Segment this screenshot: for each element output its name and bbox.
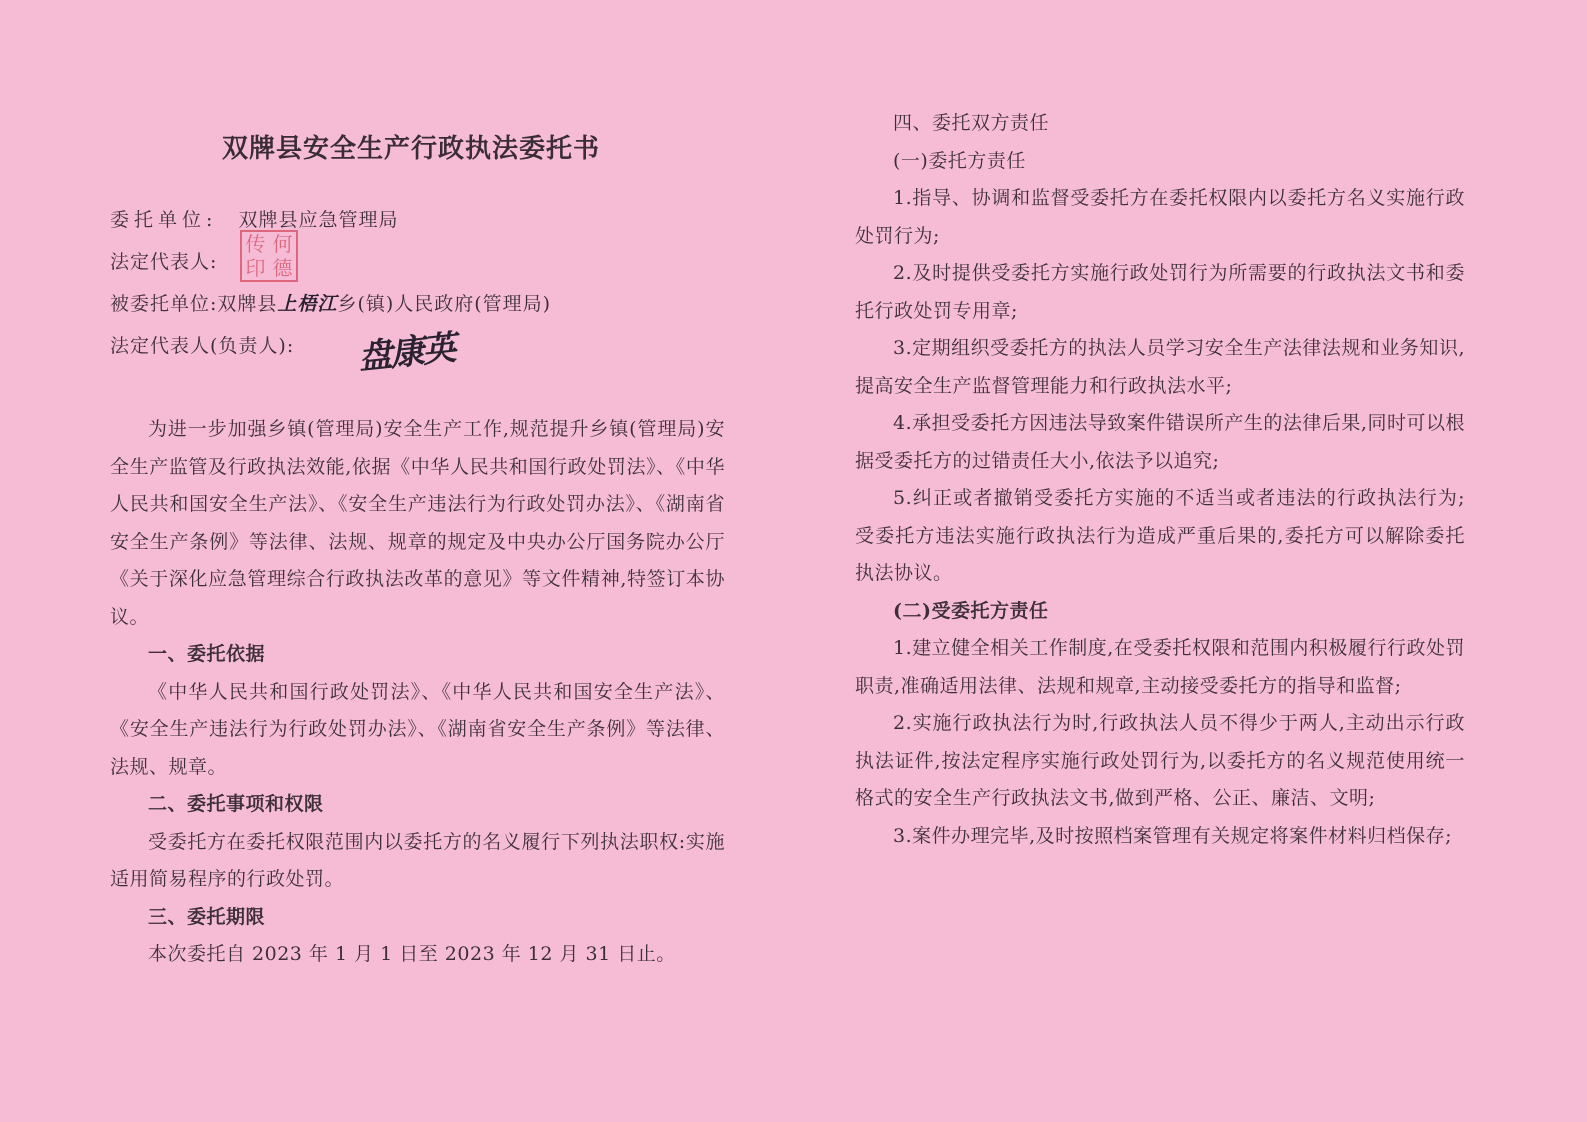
personal-seal-stamp	[240, 230, 298, 282]
intro-paragraph: 为进一步加强乡镇(管理局)安全生产工作,规范提升乡镇(管理局)安全生产监管及行政执法效能,依据《中华人民共和国行政处罚法》、《中华人民共和国安全生产法》、《安全生产违法行为行政处罚办法》、《湖南省安全生产条例》等法律、法规、规章的规定及中央办公厅国务院办公厅《关于深化应急管理综合行政执法改革的意见》等文件精神,特签订本协议。	[110, 418, 725, 628]
legal-rep-row	[110, 247, 217, 274]
list-item: 4.承担受委托方因违法导致案件错误所产生的法律后果,同时可以根据受委托方的过错责任大小,依法予以追究;	[855, 412, 1465, 472]
list-item: 2.实施行政执法行为时,行政执法人员不得少于两人,主动出示行政执法证件,按法定程序实施行政处罚行为,以委托方的名义规范使用统一格式的安全生产行政执法文书,做到严格、公正、廉洁、文明;	[855, 712, 1465, 809]
seal-char: 德	[272, 256, 293, 280]
left-column	[110, 411, 725, 974]
section-4-title: 四、委托双方责任	[893, 112, 1050, 134]
section-1-title: 一、委托依据	[148, 643, 266, 665]
list-item: 2.及时提供受委托方实施行政处罚行为所需要的行政执法文书和委托行政处罚专用章;	[855, 262, 1465, 322]
list-item: 3.定期组织受委托方的执法人员学习安全生产法律法规和业务知识,提高安全生产监督管理能力和行政执法水平;	[855, 337, 1465, 397]
section-3-text: 本次委托自 2023 年 1 月 1 日至 2023 年 12 月 31 日止。	[148, 943, 676, 965]
subsection-1-title: (一)委托方责任	[893, 149, 1026, 172]
seal-char: 印	[245, 256, 266, 280]
section-1-text: 《中华人民共和国行政处罚法》、《中华人民共和国安全生产法》、《安全生产违法行为行政处罚办法》、《湖南省安全生产条例》等法律、法规、规章。	[110, 680, 725, 778]
entrusted-unit-prefix: 双牌县	[217, 293, 278, 315]
entrusted-unit-suffix: 乡(镇)人民政府(管理局)	[337, 293, 552, 315]
entrusted-rep-row	[110, 331, 294, 358]
entrusted-rep-label: 法定代表人(负责人):	[110, 335, 295, 357]
section-2-title: 二、委托事项和权限	[148, 793, 324, 815]
entrusting-unit-row	[110, 205, 398, 232]
list-item: 1.指导、协调和监督受委托方在委托权限内以委托方名义实施行政处罚行为;	[855, 187, 1465, 247]
entrusted-unit-handwritten: 上梧江	[277, 293, 338, 315]
entrusted-unit-label: 被委托单位:	[110, 293, 218, 315]
legal-rep-label: 法定代表人:	[110, 251, 218, 273]
list-item: 3.案件办理完毕,及时按照档案管理有关规定将案件材料归档保存;	[893, 824, 1453, 847]
entrusting-unit-value: 双牌县应急管理局	[238, 209, 399, 231]
right-column	[855, 105, 1465, 855]
seal-char: 传	[245, 232, 266, 256]
list-item: 5.纠正或者撤销受委托方实施的不适当或者违法的行政执法行为;受委托方违法实施行政执法行为造成严重后果的,委托方可以解除委托执法协议。	[855, 487, 1465, 584]
subsection-2-title: (二)受委托方责任	[893, 599, 1049, 622]
entrusted-unit-row	[110, 289, 551, 316]
document-title: 双牌县安全生产行政执法委托书	[222, 134, 601, 164]
handwritten-signature: 盘康英	[356, 328, 457, 378]
section-2-text: 受委托方在委托权限范围内以委托方的名义履行下列执法职权:实施适用简易程序的行政处罚。	[110, 830, 725, 890]
section-3-title: 三、委托期限	[148, 905, 266, 928]
entrusting-unit-label: 委托单位:	[110, 209, 218, 231]
seal-char: 何	[272, 232, 293, 256]
list-item: 1.建立健全相关工作制度,在受委托权限和范围内积极履行行政处罚职责,准确适用法律、法规和规章,主动接受委托方的指导和监督;	[855, 637, 1465, 697]
